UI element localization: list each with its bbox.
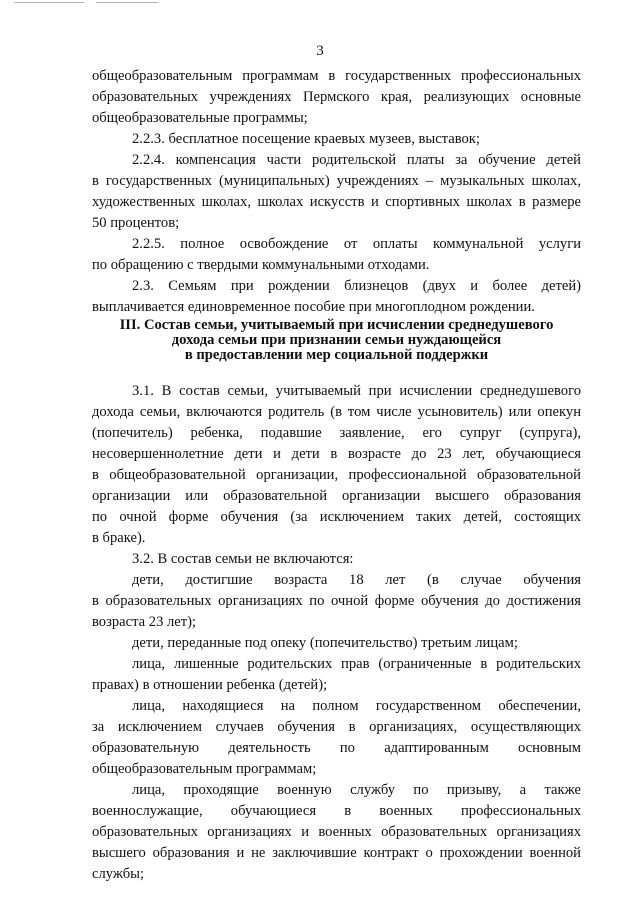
text-line: службы;	[92, 866, 145, 882]
text-line: организации или образовательной организации высшего образования	[92, 488, 581, 504]
text-line: выплачивается единовременное пособие при многоплодном рождении.	[92, 299, 535, 315]
text-line: в государственных (муниципальных) учреждениях – музыкальных школах,	[92, 173, 581, 189]
text-line: общеобразовательным программам;	[92, 761, 317, 777]
text-line: в браке).	[92, 530, 146, 546]
paragraph-3-2: 3.2. В состав семьи не включаются:	[132, 551, 354, 567]
text-line: высшего образования и не заключившие контракт о прохождении военной	[92, 845, 581, 861]
list-item-deprived-rights: лица, лишенные родительских прав (ограниченные в родительских	[132, 656, 581, 672]
list-item-guardianship: дети, переданные под опеку (попечительство) третьим лицам;	[132, 635, 518, 651]
list-item-state-support: лица, находящиеся на полном государственном обеспечении,	[132, 698, 581, 714]
text-line: образовательных организациях и военных образовательных организациях	[92, 824, 581, 840]
section-heading-line-2: дохода семьи при признании семьи нуждающейся	[171, 332, 502, 348]
text-line: несовершеннолетние дети и дети в возрасте до 23 лет, обучающиеся	[92, 446, 581, 462]
page-number: 3	[316, 43, 324, 59]
text-line: в общеобразовательной организации, профессиональной образовательной	[92, 467, 581, 483]
text-line: общеобразовательные программы;	[92, 110, 308, 126]
list-item-children-18: дети, достигшие возраста 18 лет (в случае обучения	[132, 572, 581, 588]
text-line: (попечитель) ребенка, подавшие заявление, его супруг (супруга),	[92, 425, 581, 441]
text-line: за исключением случаев обучения в организациях, осуществляющих	[92, 719, 581, 735]
text-line: художественных школах, школах искусств и спортивных школах в размере	[92, 194, 581, 210]
list-item-military-service: лица, проходящие военную службу по призыву, а также	[132, 782, 581, 798]
text-line: дохода семьи, включаются родитель (в том числе усыновитель) или опекун	[92, 404, 581, 420]
paragraph-2-2-3: 2.2.3. бесплатное посещение краевых музеев, выставок;	[132, 131, 480, 147]
text-line: возраста 23 лет);	[92, 614, 197, 630]
text-line: образовательных учреждениях Пермского края, реализующих основные	[92, 89, 581, 105]
top-scan-marks	[0, 0, 640, 6]
paragraph-2-3: 2.3. Семьям при рождении близнецов (двух и более детей)	[132, 278, 581, 294]
text-line: по обращению с твердыми коммунальными отходами.	[92, 257, 430, 273]
section-heading-line-3: в предоставлении мер социальной поддержки	[184, 347, 489, 363]
text-line: 50 процентов;	[92, 215, 180, 231]
text-line: военнослужащие, обучающиеся в военных профессиональных	[92, 803, 581, 819]
text-line: правах) в отношении ребенка (детей);	[92, 677, 328, 693]
text-line: образовательную деятельность по адаптированным основным	[92, 740, 581, 756]
text-line: общеобразовательным программам в государственных профессиональных	[92, 68, 581, 84]
paragraph-2-2-4: 2.2.4. компенсация части родительской платы за обучение детей	[132, 152, 581, 168]
text-line: по очной форме обучения (за исключением таких детей, состоящих	[92, 509, 581, 525]
paragraph-2-2-5: 2.2.5. полное освобождение от оплаты коммунальной услуги	[132, 236, 581, 252]
section-heading-line-1: III. Состав семьи, учитываемый при исчислении среднедушевого	[119, 317, 554, 333]
paragraph-3-1: 3.1. В состав семьи, учитываемый при исчислении среднедушевого	[132, 383, 581, 399]
text-line: в образовательных организациях по очной форме обучения до достижения	[92, 593, 581, 609]
